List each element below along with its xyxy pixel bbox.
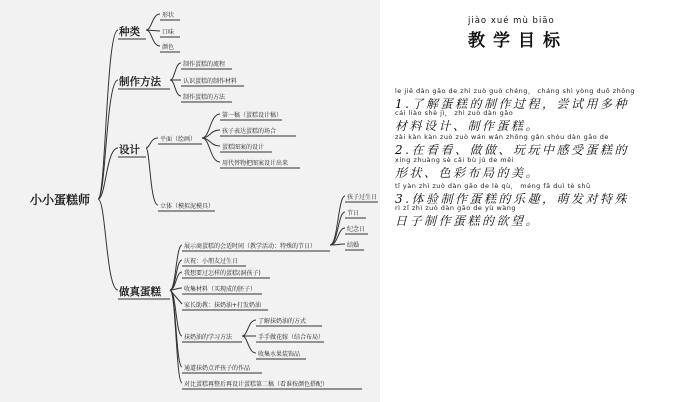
method-item: 制作蛋糕的流程: [183, 61, 226, 68]
plane-item: 用代替物把图案设计出来: [222, 160, 289, 167]
kind-item: 形状: [162, 12, 175, 19]
goal-line: [395, 108, 540, 134]
goal-text: 2.在看看、做做、玩玩中感受蛋糕的: [395, 143, 629, 157]
real-cake-item: 收集材料（买现成的胚子）: [184, 286, 257, 293]
goal-text: 形状、色彩布局的美。: [395, 166, 541, 180]
occasion-item: 节日: [347, 210, 360, 217]
real-cake-item: 对比蛋糕再整后再设计蛋糕第二稿（看谁按颜色搭配）: [184, 381, 329, 388]
kind-item: 口味: [162, 29, 175, 36]
goal-pinyin: tǐ yàn zhì zuò dàn gāo de lè qù， méng fā duì tè shū: [395, 182, 591, 190]
branch-method: 制作方法: [119, 76, 161, 88]
branch-real-cake: 做真蛋糕: [119, 286, 161, 298]
goal-pinyin: cái liào shè jì， zhì zuò dàn gāo: [395, 109, 514, 117]
cream-item: 手手做花嫁（结合布局）: [258, 334, 325, 341]
goal-line: [395, 204, 540, 229]
goal-line: [395, 133, 629, 158]
plane-item: 第一稿（蛋糕设计稿）: [222, 112, 283, 119]
real-cake-item: 家长助教：抹奶油+打发奶油: [184, 302, 262, 309]
cream-item: 了解抹奶油的方式: [258, 318, 307, 325]
goal-pinyin: le jiě dàn gāo de zhì zuò guò chéng， cháng shì yòng duō zhǒng: [395, 87, 636, 95]
mindmap-root: 小小蛋糕师: [30, 193, 91, 207]
real-cake-item: 抹奶油的学习方法: [184, 334, 233, 341]
occasion-item: 纪念日: [347, 226, 366, 233]
design-3d: 立体（模拟泥模具）: [160, 203, 215, 210]
goal-text: 3.体验制作蛋糕的乐趣，萌发对特殊: [395, 192, 629, 206]
goals-title: [468, 16, 568, 51]
goal-text: 材料设计、制作蛋糕。: [395, 119, 541, 133]
plane-item: 孩子表达蛋糕的场合: [222, 128, 277, 135]
goal-pinyin: zài kàn kàn zuò zuò wán wán zhōng gǎn shòu dàn gāo de: [395, 133, 609, 141]
goal-line: [395, 156, 540, 181]
occasion-item: 孩子过生日: [347, 194, 378, 201]
branch-kinds: 种类: [119, 26, 140, 38]
method-item: 认识蛋糕的制作材料: [183, 78, 238, 85]
goals-title-text: 教学目标: [468, 31, 568, 51]
goal-text: 日子制作蛋糕的欲望。: [395, 214, 541, 228]
real-cake-item: 展示商蛋糕的会适时间（教学活动：特殊的节日）: [184, 243, 317, 250]
real-cake-item: 通道抹奶点评孩子的作品: [184, 365, 251, 372]
cream-item: 收集水果装饰品: [258, 351, 301, 358]
goal-pinyin: rì zǐ zhì zuò dàn gāo de yù wàng: [395, 204, 517, 212]
branch-design: 设计: [119, 144, 140, 156]
goals-title-pinyin: jiào xué mù biāo: [468, 16, 555, 26]
real-cake-item: 庆祝：小朋友过生日: [184, 258, 239, 265]
real-cake-item: 我想要过怎样的蛋糕(洞孩子): [184, 270, 261, 277]
occasion-item: 结婚: [347, 242, 360, 249]
plane-item: 蛋糕图案的设计: [222, 144, 265, 151]
goal-text: 1.了解蛋糕的制作过程，尝试用多种: [395, 97, 629, 111]
method-item: 制作蛋糕的方法: [183, 94, 226, 101]
goal-pinyin: xíng zhuàng sè cǎi bù jú de měi: [395, 156, 514, 164]
design-plane: 平面（绘画）: [160, 136, 197, 143]
kind-item: 颜色: [162, 44, 175, 51]
